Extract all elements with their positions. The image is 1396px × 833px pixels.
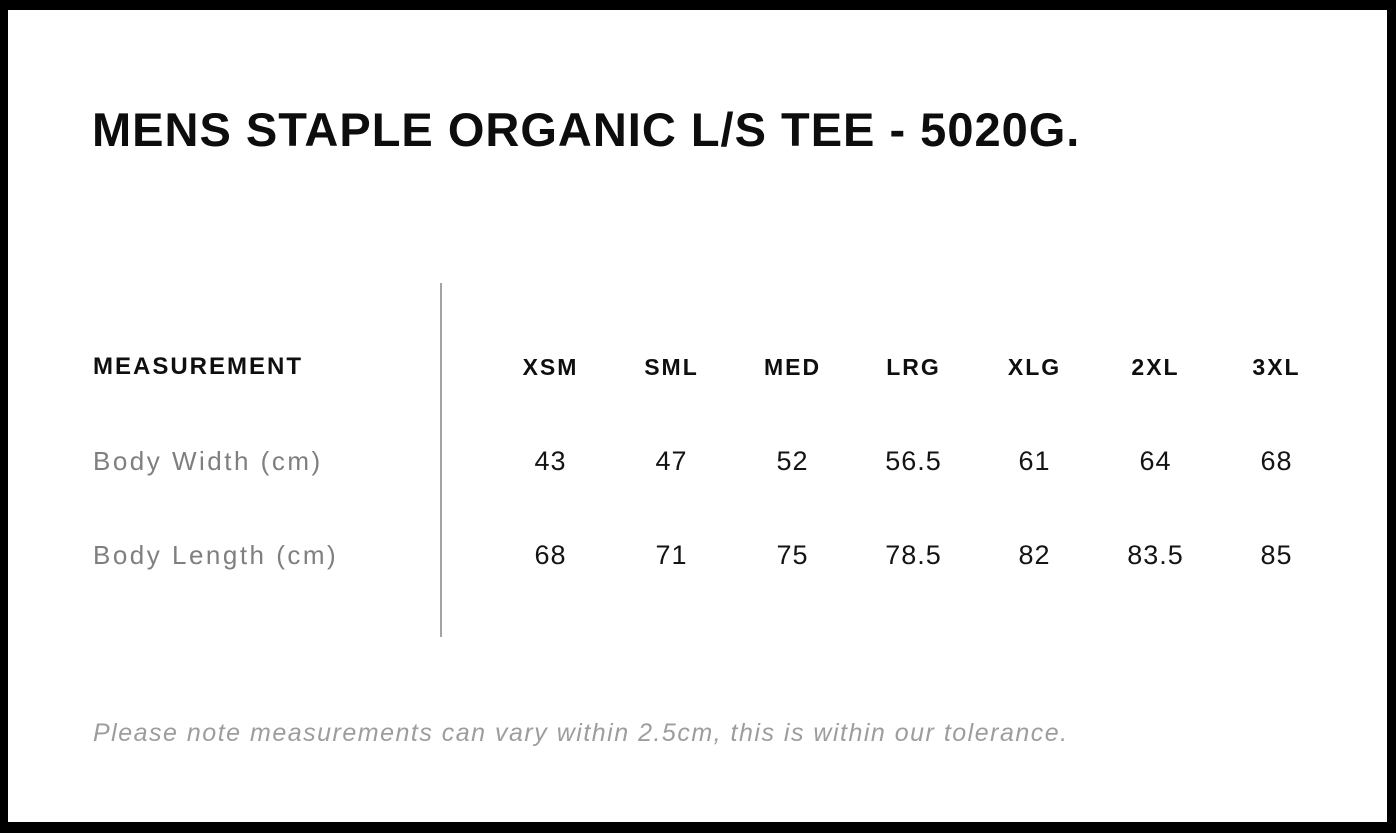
body-width-value-sml: 47 — [655, 445, 688, 476]
size-column-header-xlg: XLG — [1007, 353, 1062, 380]
size-chart-header-row — [93, 320, 1337, 414]
tolerance-note: Please note measurements can vary within 2.5cm, this is within our tolerance. — [93, 719, 1069, 747]
body-length-value-2xl: 83.5 — [1127, 539, 1184, 570]
body-length-value-xsm: 68 — [534, 539, 567, 570]
row-values-body-length — [440, 540, 1337, 571]
body-width-value-med: 52 — [776, 445, 809, 476]
size-column-header-xsm: XSM — [522, 353, 579, 380]
size-headers-group — [440, 354, 1337, 381]
body-length-value-xlg: 82 — [1018, 539, 1051, 570]
body-width-value-xlg: 61 — [1018, 445, 1051, 476]
body-width-value-3xl: 68 — [1260, 445, 1293, 476]
body-length-value-med: 75 — [776, 539, 809, 570]
page-title: MENS STAPLE ORGANIC L/S TEE - 5020G. — [92, 103, 1081, 156]
size-column-header-lrg: LRG — [886, 353, 941, 380]
size-column-header-2xl: 2XL — [1131, 353, 1180, 380]
size-column-header-3xl: 3XL — [1252, 353, 1301, 380]
size-column-header-med: MED — [763, 353, 822, 380]
row-label-body-length: Body Length (cm) — [93, 539, 339, 570]
body-width-value-2xl: 64 — [1139, 445, 1172, 476]
size-column-header-sml: SML — [644, 353, 699, 380]
body-length-value-3xl: 85 — [1260, 539, 1293, 570]
measurement-column-header: MEASUREMENT — [93, 353, 304, 380]
body-width-value-lrg: 56.5 — [885, 445, 942, 476]
row-label-body-width: Body Width (cm) — [93, 445, 323, 476]
body-length-value-sml: 71 — [655, 539, 688, 570]
table-row-body-width — [93, 414, 1337, 508]
table-row-body-length — [93, 508, 1337, 602]
size-chart-table — [93, 320, 1337, 602]
row-values-body-width — [440, 446, 1337, 477]
body-length-value-lrg: 78.5 — [885, 539, 942, 570]
body-width-value-xsm: 43 — [534, 445, 567, 476]
